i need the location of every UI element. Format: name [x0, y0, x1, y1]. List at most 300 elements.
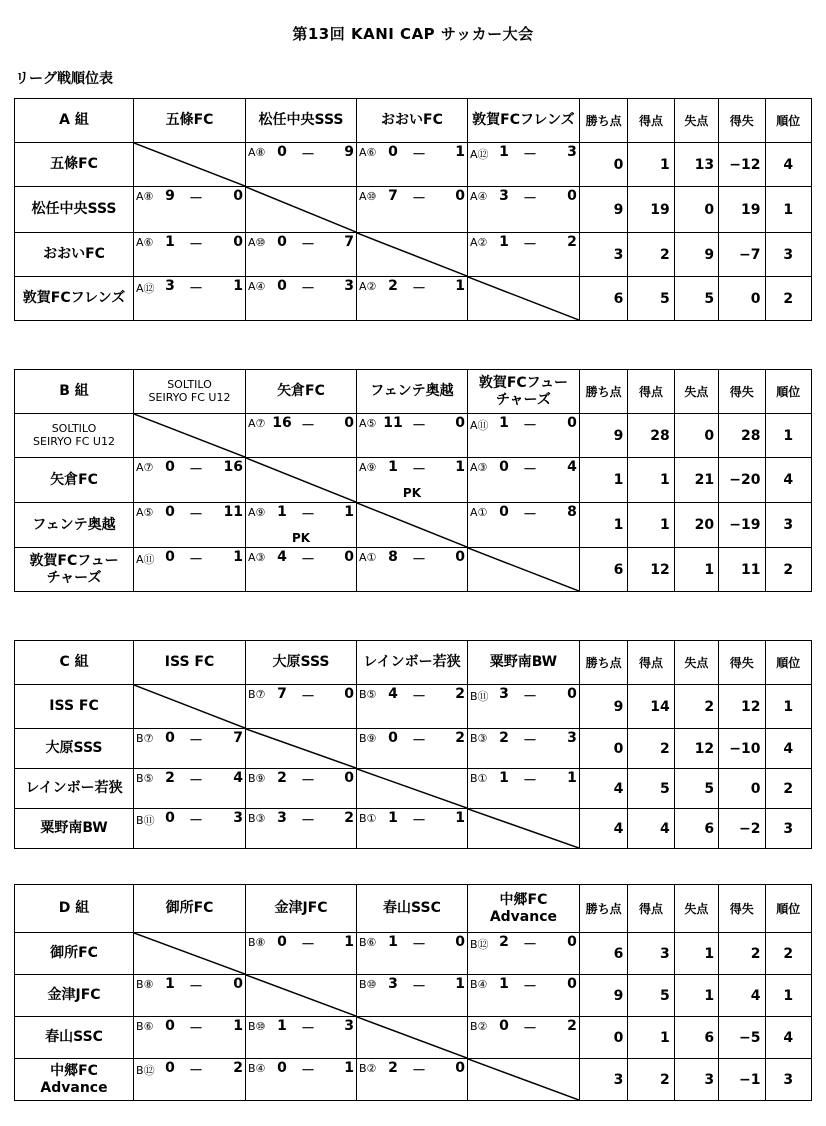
table-row: [15, 1017, 812, 1059]
goal-difference: −7: [719, 233, 765, 277]
away-score: 4: [567, 459, 577, 475]
home-score: 1: [277, 1018, 287, 1034]
diagonal-line: [468, 1059, 579, 1100]
home-score: 0: [165, 1060, 175, 1076]
score-dash: －: [411, 979, 426, 995]
match-result-cell: [467, 187, 579, 233]
match-score: [468, 188, 579, 208]
table-row: [15, 809, 812, 849]
match-score: [357, 934, 467, 954]
goals-for: 1: [628, 1017, 674, 1059]
match-score: [468, 730, 579, 750]
home-score: 3: [165, 278, 175, 294]
goals-for: 28: [628, 414, 674, 458]
match-result-cell: [134, 729, 246, 769]
score-dash: －: [301, 1063, 315, 1079]
match-result-cell: [356, 975, 467, 1017]
row-team-name: 五條FC: [15, 143, 134, 187]
match-score: [246, 1018, 356, 1038]
team-header: 松任中央SSS: [246, 99, 357, 143]
match-score: [246, 1060, 356, 1080]
row-team-name: おおいFC: [15, 233, 134, 277]
match-score: [134, 188, 245, 208]
away-score: 0: [233, 976, 243, 992]
diagonal-line: [468, 277, 579, 320]
home-score: 1: [499, 976, 509, 992]
match-score: [246, 415, 356, 435]
score-dash: －: [411, 733, 426, 749]
match-number: B⑪: [136, 814, 155, 827]
group-table-2: [14, 369, 812, 592]
rank: 3: [765, 233, 811, 277]
diagonal-line: [468, 809, 579, 848]
goals-for: 3: [628, 933, 674, 975]
match-result-cell: [467, 933, 579, 975]
match-result-cell: [246, 809, 357, 849]
home-score: 2: [388, 1060, 398, 1076]
match-number: B⑤: [358, 688, 377, 701]
points: 6: [579, 548, 627, 592]
goals-for: 1: [628, 503, 674, 548]
match-result-cell: [246, 1059, 357, 1101]
away-score: 8: [567, 504, 577, 520]
table-row: [15, 975, 812, 1017]
home-score: 0: [277, 934, 287, 950]
match-score: [134, 549, 245, 569]
team-header: フェンテ奥越: [356, 370, 467, 414]
goals-against: 1: [674, 933, 718, 975]
score-dash: －: [189, 979, 204, 995]
goals-against: 0: [674, 414, 718, 458]
goals-for: 2: [628, 1059, 674, 1101]
goals-against: 3: [674, 1059, 718, 1101]
goals-against: 0: [674, 187, 718, 233]
match-result-cell: [246, 685, 357, 729]
rank: 1: [765, 975, 811, 1017]
match-number: A⑨: [248, 506, 266, 519]
away-score: 7: [344, 234, 354, 250]
rank: 1: [765, 187, 811, 233]
away-score: 0: [567, 686, 577, 702]
score-dash: －: [522, 147, 537, 163]
score-dash: －: [189, 733, 204, 749]
score-dash: －: [301, 689, 315, 705]
match-score: [357, 686, 467, 706]
home-score: 3: [277, 810, 287, 826]
self-match-cell: [467, 548, 579, 592]
match-score: [134, 1060, 245, 1080]
score-dash: －: [411, 689, 426, 705]
score-dash: －: [301, 281, 315, 297]
rank: 1: [765, 685, 811, 729]
goals-for: 2: [628, 729, 674, 769]
match-number: B③: [248, 812, 266, 825]
match-number: B①: [358, 812, 377, 825]
away-score: 1: [455, 459, 465, 475]
points: 9: [579, 685, 627, 729]
score-dash: －: [189, 552, 204, 568]
points: 1: [579, 458, 627, 503]
match-number: A⑫: [469, 148, 489, 161]
home-score: 4: [388, 686, 398, 702]
score-dash: －: [189, 1021, 204, 1037]
away-score: 0: [344, 415, 354, 431]
score-dash: －: [411, 281, 426, 297]
match-score: [246, 234, 356, 254]
match-result-cell: [134, 458, 246, 503]
goals-for: 19: [628, 187, 674, 233]
match-score: [246, 549, 356, 569]
home-score: 11: [383, 415, 403, 431]
row-team-name: 大原SSS: [15, 729, 134, 769]
match-result-cell: [467, 143, 579, 187]
team-header: ISS FC: [134, 641, 246, 685]
score-dash: －: [522, 773, 537, 789]
match-result-cell: [134, 809, 246, 849]
team-header: [134, 370, 246, 414]
match-number: B④: [469, 978, 488, 991]
match-number: A⑦: [136, 461, 154, 474]
points: 0: [579, 1017, 627, 1059]
match-score: [468, 504, 579, 524]
match-result-cell: [134, 975, 246, 1017]
match-result-cell: [356, 933, 467, 975]
goals-against: 5: [674, 277, 718, 321]
table-row: [15, 458, 812, 503]
away-score: 1: [455, 278, 465, 294]
diagonal-line: [134, 685, 245, 728]
home-score: 1: [165, 234, 175, 250]
team-header: 五條FC: [134, 99, 246, 143]
match-score: [468, 976, 579, 996]
self-match-cell: [246, 458, 357, 503]
away-score: 2: [567, 234, 577, 250]
score-dash: －: [189, 773, 204, 789]
stat-header: 失点: [674, 370, 718, 414]
match-result-cell: [356, 143, 467, 187]
match-result-cell: [246, 933, 357, 975]
team-name-line: 敦賀FCフュー: [478, 375, 568, 392]
team-name-line: SEIRYO FC U12: [33, 434, 115, 448]
stat-header: 失点: [674, 99, 718, 143]
rank: 2: [765, 548, 811, 592]
row-team-name: 矢倉FC: [15, 458, 134, 503]
table-row: [15, 233, 812, 277]
rank: 4: [765, 458, 811, 503]
rank: 4: [765, 143, 811, 187]
match-number: B⑪: [469, 690, 489, 703]
rank: 1: [765, 414, 811, 458]
away-score: 0: [344, 686, 354, 702]
match-result-cell: [356, 1059, 467, 1101]
pk-note: PK: [291, 531, 311, 545]
home-score: 3: [499, 686, 509, 702]
team-header: [467, 885, 579, 933]
home-score: 16: [272, 415, 292, 431]
away-score: 0: [567, 934, 577, 950]
away-score: 1: [455, 976, 465, 992]
points: 9: [579, 975, 627, 1017]
self-match-cell: [467, 277, 579, 321]
match-number: B④: [248, 1062, 266, 1075]
stat-header: 勝ち点: [579, 641, 627, 685]
goal-difference: 19: [719, 187, 765, 233]
home-score: 4: [277, 549, 287, 565]
home-score: 2: [388, 278, 398, 294]
team-header: 敦賀FCフレンズ: [467, 99, 579, 143]
score-dash: －: [301, 147, 315, 163]
rank: 2: [765, 769, 811, 809]
score-dash: －: [189, 813, 204, 829]
home-score: 0: [165, 459, 175, 475]
match-score: [468, 770, 579, 790]
score-dash: －: [301, 237, 315, 253]
away-score: 11: [223, 504, 243, 520]
table-row: [15, 143, 812, 187]
group-table-1: [14, 98, 812, 321]
table-row: [15, 277, 812, 321]
match-number: B③: [469, 732, 488, 745]
away-score: 2: [567, 1018, 577, 1034]
match-number: A⑥: [358, 146, 377, 159]
match-score: [134, 1018, 245, 1038]
home-score: 1: [499, 144, 509, 160]
match-result-cell: [467, 458, 579, 503]
row-team-name: レインボー若狭: [15, 769, 134, 809]
score-dash: －: [522, 191, 537, 207]
match-score: [246, 144, 356, 164]
match-result-cell: [356, 187, 467, 233]
away-score: 3: [567, 730, 577, 746]
away-score: 1: [344, 934, 354, 950]
away-score: 0: [455, 549, 465, 565]
match-result-cell: [356, 414, 467, 458]
away-score: 9: [344, 144, 354, 160]
rank: 2: [765, 277, 811, 321]
team-name-line: Advance: [489, 908, 558, 925]
stat-header: 順位: [765, 370, 811, 414]
points: 6: [579, 277, 627, 321]
home-score: 8: [388, 549, 398, 565]
score-dash: －: [189, 1063, 204, 1079]
match-result-cell: [134, 1017, 246, 1059]
match-score: [357, 459, 467, 479]
diagonal-line: [357, 1017, 467, 1058]
team-header: 金津JFC: [246, 885, 357, 933]
away-score: 7: [233, 730, 243, 746]
match-result-cell: [246, 503, 357, 548]
team-header: 粟野南BW: [467, 641, 579, 685]
score-dash: －: [522, 237, 537, 253]
self-match-cell: [134, 933, 246, 975]
row-team-name: [15, 548, 134, 592]
match-number: A⑧: [248, 146, 266, 159]
home-score: 0: [165, 730, 175, 746]
points: 1: [579, 503, 627, 548]
match-number: B⑥: [358, 936, 377, 949]
home-score: 0: [499, 459, 509, 475]
match-score: [246, 278, 356, 298]
score-dash: －: [189, 462, 204, 478]
diagonal-line: [246, 729, 356, 768]
match-number: B⑦: [248, 688, 266, 701]
away-score: 0: [455, 188, 465, 204]
diagonal-line: [134, 143, 245, 186]
goal-difference: 28: [719, 414, 765, 458]
goals-against: 6: [674, 809, 718, 849]
match-number: B②: [469, 1020, 488, 1033]
match-score: [468, 144, 579, 164]
score-dash: －: [189, 191, 204, 207]
home-score: 2: [499, 730, 509, 746]
score-dash: －: [411, 191, 426, 207]
points: 0: [579, 729, 627, 769]
goals-for: 1: [628, 143, 674, 187]
team-name-line: 中郷FC: [50, 1063, 98, 1080]
goals-for: 12: [628, 548, 674, 592]
match-result-cell: [246, 548, 357, 592]
goal-difference: −1: [719, 1059, 765, 1101]
header-row: [15, 99, 812, 143]
away-score: 1: [344, 1060, 354, 1076]
diagonal-line: [246, 975, 356, 1016]
stat-header: 勝ち点: [579, 885, 627, 933]
table-row: [15, 685, 812, 729]
match-number: B⑧: [136, 978, 154, 991]
self-match-cell: [246, 187, 357, 233]
home-score: 9: [165, 188, 175, 204]
row-team-name: 敦賀FCフレンズ: [15, 277, 134, 321]
match-number: B⑨: [358, 732, 377, 745]
stat-header: 得点: [628, 370, 674, 414]
score-dash: －: [522, 733, 537, 749]
score-dash: －: [411, 552, 426, 568]
stat-header: 順位: [765, 99, 811, 143]
home-score: 0: [277, 278, 287, 294]
home-score: 0: [499, 504, 509, 520]
away-score: 0: [567, 415, 577, 431]
goals-against: 2: [674, 685, 718, 729]
match-score: [134, 459, 245, 479]
score-dash: －: [411, 462, 426, 478]
match-result-cell: [134, 1059, 246, 1101]
match-result-cell: [246, 277, 357, 321]
table-row: [15, 729, 812, 769]
stat-header: 得点: [628, 885, 674, 933]
goals-against: 21: [674, 458, 718, 503]
team-name-line: Advance: [40, 1079, 108, 1096]
rank: 4: [765, 729, 811, 769]
match-number: B⑥: [136, 1020, 154, 1033]
home-score: 2: [165, 770, 175, 786]
match-score: [468, 459, 579, 479]
goal-difference: −2: [719, 809, 765, 849]
score-dash: －: [301, 1021, 315, 1037]
home-score: 2: [277, 770, 287, 786]
self-match-cell: [467, 809, 579, 849]
stat-header: 得失: [719, 99, 765, 143]
goal-difference: 0: [719, 769, 765, 809]
match-result-cell: [356, 809, 467, 849]
header-row: [15, 885, 812, 933]
diagonal-line: [357, 233, 467, 276]
row-team-name: フェンテ奥越: [15, 503, 134, 548]
match-result-cell: [246, 1017, 357, 1059]
team-name-line: チャーズ: [495, 391, 551, 408]
match-number: A②: [358, 280, 377, 293]
match-result-cell: [467, 975, 579, 1017]
table-row: [15, 769, 812, 809]
away-score: 3: [567, 144, 577, 160]
match-number: B①: [469, 772, 488, 785]
points: 3: [579, 233, 627, 277]
points: 4: [579, 769, 627, 809]
team-header: 矢倉FC: [246, 370, 357, 414]
goals-for: 2: [628, 233, 674, 277]
goals-against: 1: [674, 548, 718, 592]
row-team-name: 粟野南BW: [15, 809, 134, 849]
match-number: A①: [358, 551, 377, 564]
team-header: 大原SSS: [246, 641, 357, 685]
self-match-cell: [356, 503, 467, 548]
stat-header: 得失: [719, 885, 765, 933]
away-score: 0: [455, 934, 465, 950]
page-subtitle: リーグ戦順位表: [15, 71, 113, 87]
points: 3: [579, 1059, 627, 1101]
match-number: B⑫: [136, 1064, 155, 1077]
match-number: B⑤: [136, 772, 154, 785]
home-score: 0: [277, 144, 287, 160]
self-match-cell: [467, 1059, 579, 1101]
away-score: 1: [233, 1018, 243, 1034]
away-score: 0: [344, 549, 354, 565]
match-result-cell: [134, 277, 246, 321]
match-score: [468, 686, 579, 706]
match-result-cell: [246, 769, 357, 809]
goal-difference: 0: [719, 277, 765, 321]
home-score: 7: [388, 188, 398, 204]
score-dash: －: [301, 773, 315, 789]
home-score: 7: [277, 686, 287, 702]
team-name-line: チャーズ: [46, 569, 102, 586]
goal-difference: −20: [719, 458, 765, 503]
match-number: A④: [469, 190, 488, 203]
match-result-cell: [246, 143, 357, 187]
standings-table: [14, 884, 812, 1101]
match-result-cell: [356, 685, 467, 729]
team-name-line: SOLTILO: [51, 421, 97, 435]
match-score: [134, 730, 245, 750]
match-score: [134, 504, 245, 524]
goal-difference: 12: [719, 685, 765, 729]
match-score: [357, 549, 467, 569]
score-dash: －: [411, 147, 426, 163]
self-match-cell: [356, 769, 467, 809]
header-row: [15, 370, 812, 414]
score-dash: －: [411, 1063, 426, 1079]
rank: 4: [765, 1017, 811, 1059]
score-dash: －: [189, 281, 204, 297]
team-name-line: 中郷FC: [499, 892, 548, 909]
score-dash: －: [301, 552, 315, 568]
match-score: [357, 144, 467, 164]
match-number: A④: [248, 280, 266, 293]
away-score: 3: [344, 278, 354, 294]
match-number: A⑦: [248, 417, 266, 430]
self-match-cell: [246, 729, 357, 769]
match-result-cell: [356, 729, 467, 769]
match-number: B⑦: [136, 732, 154, 745]
